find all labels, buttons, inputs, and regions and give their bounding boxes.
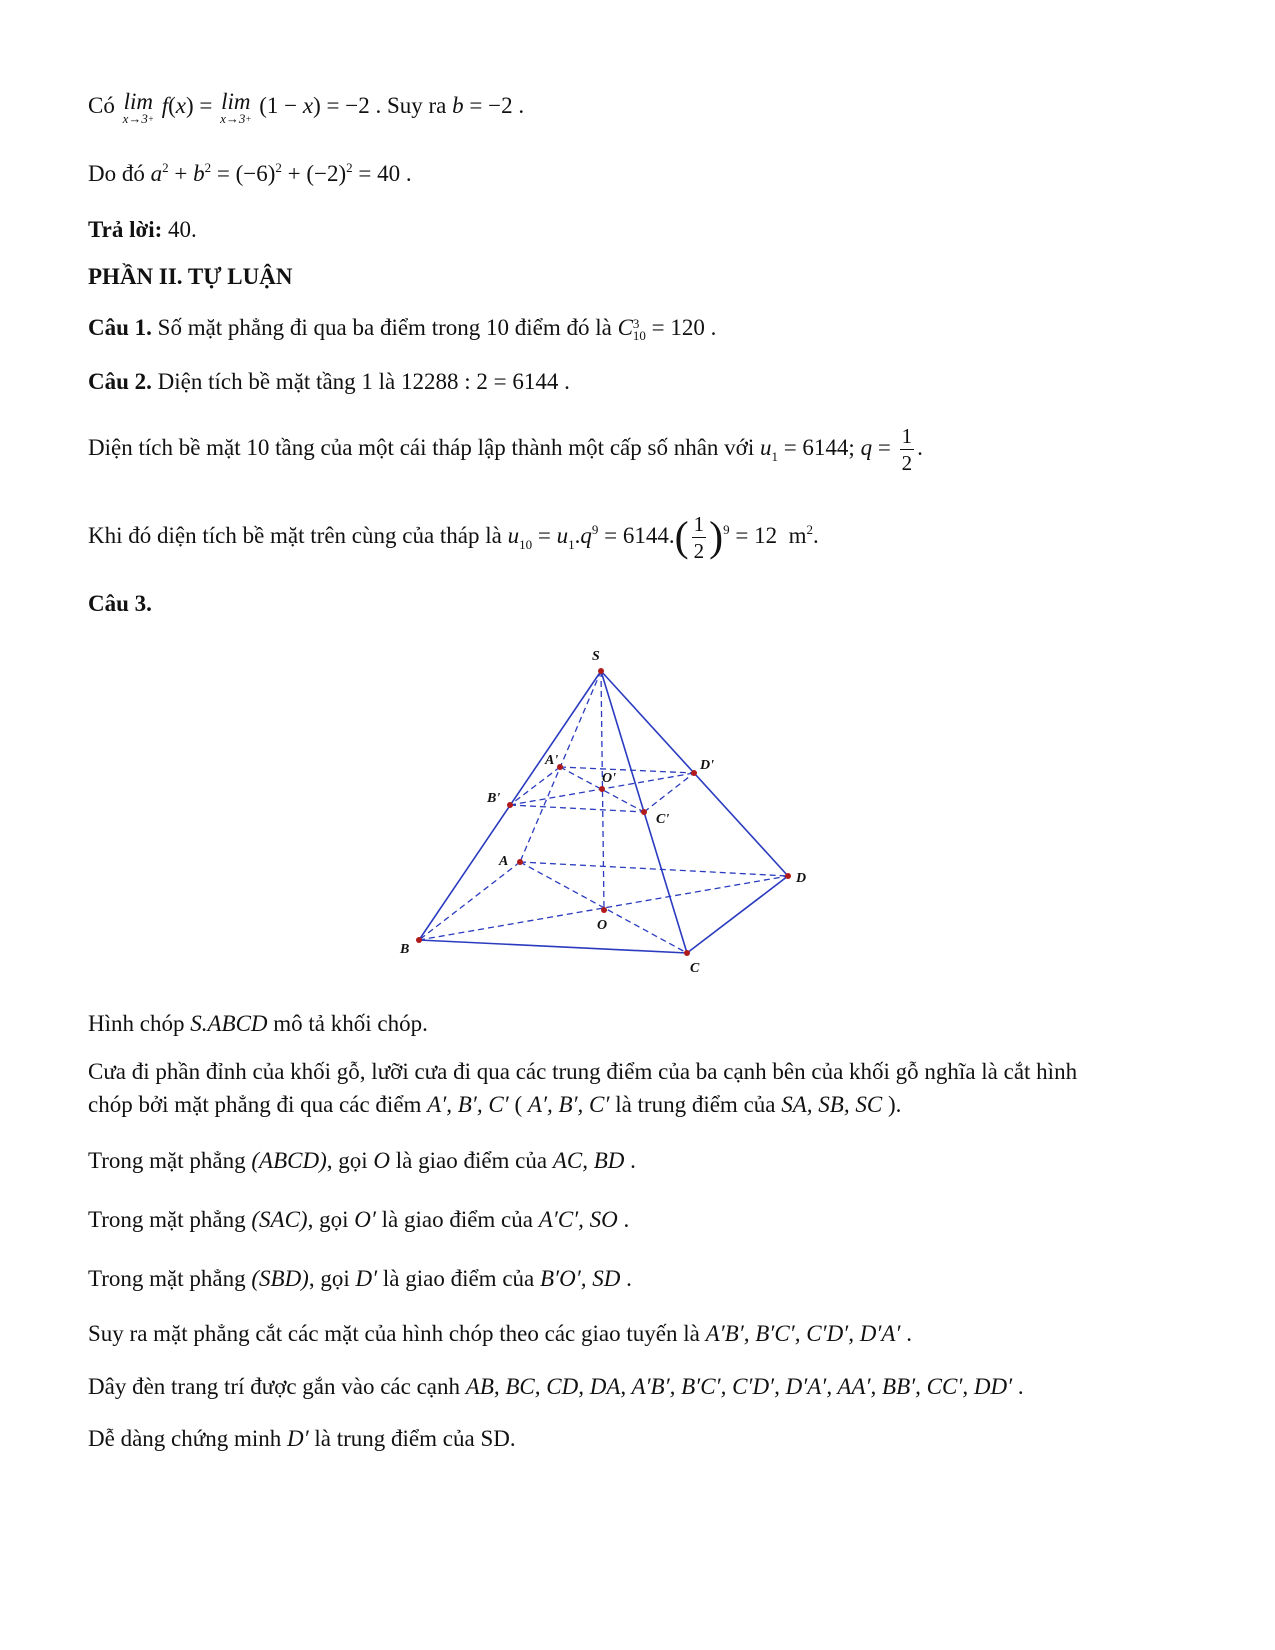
p5-mid: , gọi (308, 1266, 350, 1291)
limit-line: Có lim x→3+ f(x) = lim x→3+ (1 − x) = −2 . Suy ra b = −2 . (88, 89, 525, 126)
p2b-m3: SA, SB, SC (781, 1092, 883, 1117)
p3-mid2: là giao điểm của (395, 1148, 548, 1173)
q2-line2: Diện tích bề mặt 10 tầng của một cái tháp lập thành một cấp số nhân với $u_1 = 6144$; q = $\frac{1}{2}$ . (88, 424, 923, 476)
label-s: S (592, 649, 600, 664)
p4-plane: (SAC) (251, 1207, 308, 1232)
p7-pre: Dây đèn trang trí được gắn vào các cạnh (88, 1374, 461, 1399)
p2b-pre: chóp bởi mặt phẳng đi qua các điểm (88, 1092, 422, 1117)
q2-text: Diện tích bề mặt tầng 1 là (157, 369, 396, 394)
answer-value: 40. (168, 217, 197, 242)
p3-pre: Trong mặt phẳng (88, 1148, 246, 1173)
q2-calc: 12288 : 2 = 6144 . (401, 369, 570, 394)
p1-post: mô tả khối chóp. (273, 1011, 428, 1036)
p2b-m1: A′, B′, C′ (427, 1092, 509, 1117)
p1-math: S.ABCD (190, 1011, 268, 1036)
p8-pt: D′ (286, 1426, 309, 1451)
p8-pre: Dễ dàng chứng minh (88, 1426, 282, 1451)
q2-line3-text: Khi đó diện tích bề mặt trên cùng của tháp là (88, 523, 502, 548)
question-2 (88, 368, 570, 396)
q2-line3: Khi đó diện tích bề mặt trên cùng của tháp là $u_{10} = u_1.q^9 = 6144$.( $\frac{1}{2}$ )$^9$ = 12 $m^2$. (88, 512, 819, 564)
label-b: B (400, 942, 410, 957)
label-a-prime: A' (545, 753, 559, 768)
p7-math: AB, BC, CD, DA, A′B′, B′C′, C′D′, D′A′, AA′, BB′, CC′, DD′ (465, 1374, 1013, 1399)
p4-pre: Trong mặt phẳng (88, 1207, 246, 1232)
p2b-open: ( (514, 1092, 523, 1117)
para-1 (88, 1010, 428, 1038)
label-c-prime: C' (656, 812, 670, 827)
answer-line (88, 216, 197, 244)
question-1: Câu 1. Số mặt phẳng đi qua ba điểm trong 10 điểm đó là C 3 10 = 120 . (88, 315, 717, 343)
pyramid-figure (380, 635, 860, 995)
p4-mid: , gọi (307, 1207, 349, 1232)
p3-plane: (ABCD) (251, 1148, 327, 1173)
q2-label: Câu 2. (88, 369, 152, 394)
q2-line2-text: Diện tích bề mặt 10 tầng của một cái tháp lập thành một cấp số nhân với (88, 435, 755, 460)
p5-lines: B′O′, SD (540, 1266, 621, 1291)
sum-squares-line: Do đó $a^2 + b^2 = (-6)^2 + (-2)^2 = 40$ . (88, 160, 412, 186)
p6-math: A′B′, B′C′, C′D′, D′A′ (705, 1321, 901, 1346)
q1-label: Câu 1. (88, 315, 152, 340)
text-co: Có (88, 93, 115, 118)
p6-pre: Suy ra mặt phẳng cắt các mặt của hình chóp theo các giao tuyến là (88, 1321, 700, 1346)
p3-mid: , gọi (326, 1148, 368, 1173)
section-heading: PHẦN II. TỰ LUẬN (88, 264, 293, 289)
p2b-close: ). (887, 1092, 902, 1117)
label-a: A (499, 854, 509, 869)
p2b-m2: A′, B′, C′ (527, 1092, 610, 1117)
para-2b (88, 1091, 901, 1119)
label-o-prime: O' (602, 771, 616, 786)
label-d: D (796, 871, 807, 886)
q1-text: Số mặt phẳng đi qua ba điểm trong 10 điểm đó là (157, 315, 612, 340)
answer-label: Trả lời: (88, 217, 163, 242)
para-6: Suy ra mặt phẳng cắt các mặt của hình chóp theo các giao tuyến là A′B′, B′C′, C′D′, D′A′ . (88, 1321, 912, 1346)
para-3: Trong mặt phẳng (ABCD), gọi O là giao điểm của AC, BD . (88, 1148, 636, 1173)
p5-pre: Trong mặt phẳng (88, 1266, 246, 1291)
para-4: Trong mặt phẳng (SAC), gọi O′ là giao điểm của A′C′, SO . (88, 1207, 630, 1232)
p1-pre: Hình chóp (88, 1011, 185, 1036)
text-do-do: Do đó (88, 161, 145, 186)
p4-mid2: là giao điểm của (381, 1207, 533, 1232)
p5-mid2: là giao điểm của (382, 1266, 535, 1291)
para-5: Trong mặt phẳng (SBD), gọi D′ là giao điểm của B′O′, SD . (88, 1266, 632, 1291)
p5-plane: (SBD) (251, 1266, 309, 1291)
text-suy-ra: . Suy ra (375, 93, 447, 118)
p2b-mid: là trung điểm của (615, 1092, 776, 1117)
p3-pt: O (373, 1148, 390, 1173)
p5-pt: D′ (355, 1266, 378, 1291)
para-7: Dây đèn trang trí được gắn vào các cạnh AB, BC, CD, DA, A′B′, B′C′, C′D′, D′A′, AA′, BB′, CC′, DD′ . (88, 1374, 1024, 1399)
label-o: O (597, 918, 608, 933)
label-c: C (690, 961, 700, 976)
p4-pt: O′ (354, 1207, 376, 1232)
para-2a: Cưa đi phần đỉnh của khối gỗ, lưỡi cưa đi qua các trung điểm của ba cạnh bên của khối gỗ nghĩa là cắt hình (88, 1059, 1078, 1084)
label-d-prime: D' (700, 758, 714, 773)
p4-lines: A′C′, SO (538, 1207, 618, 1232)
p8-post: là trung điểm của SD. (314, 1426, 516, 1451)
para-8 (88, 1425, 516, 1453)
label-b-prime: B' (487, 791, 501, 806)
p3-lines: AC, BD (552, 1148, 625, 1173)
q3-label: Câu 3. (88, 591, 152, 616)
